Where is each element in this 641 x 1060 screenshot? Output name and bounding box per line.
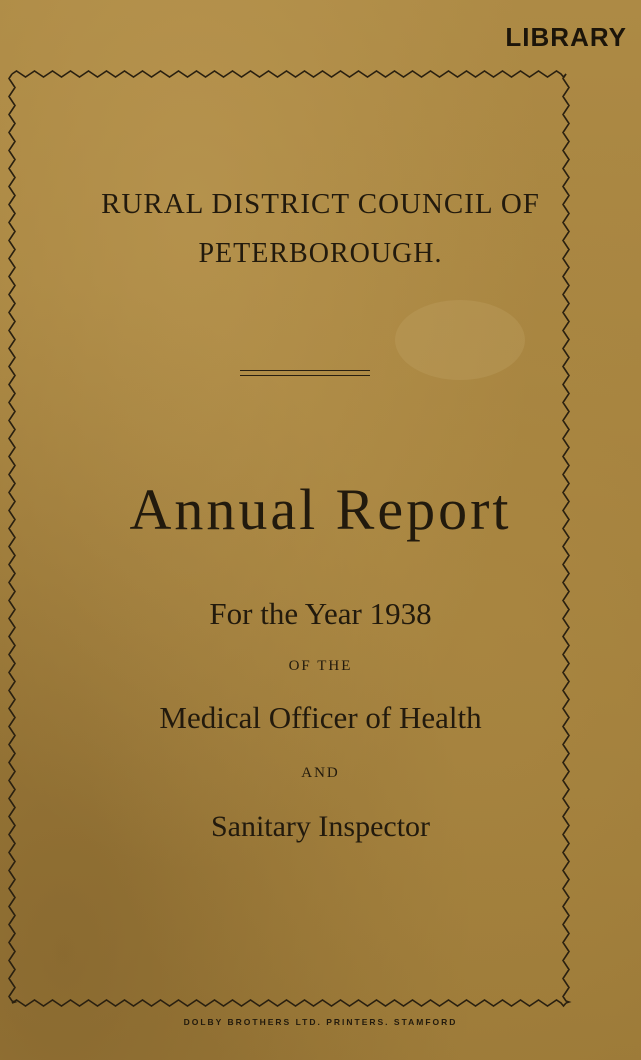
report-title: Annual Report <box>129 477 512 542</box>
of-the-label: OF THE <box>288 658 353 674</box>
double-rule-divider <box>240 370 370 376</box>
year-line: For the Year 1938 <box>209 596 432 631</box>
council-heading: RURAL DISTRICT COUNCIL OF <box>101 188 540 220</box>
printer-imprint: DOLBY BROTHERS LTD. PRINTERS. STAMFORD <box>183 1017 458 1027</box>
library-stamp: LIBRARY <box>505 22 627 52</box>
place-heading: PETERBOROUGH. <box>198 238 443 269</box>
inspector-line: Sanitary Inspector <box>210 810 431 843</box>
officer-line: Medical Officer of Health <box>159 700 482 735</box>
and-label: AND <box>301 765 340 781</box>
